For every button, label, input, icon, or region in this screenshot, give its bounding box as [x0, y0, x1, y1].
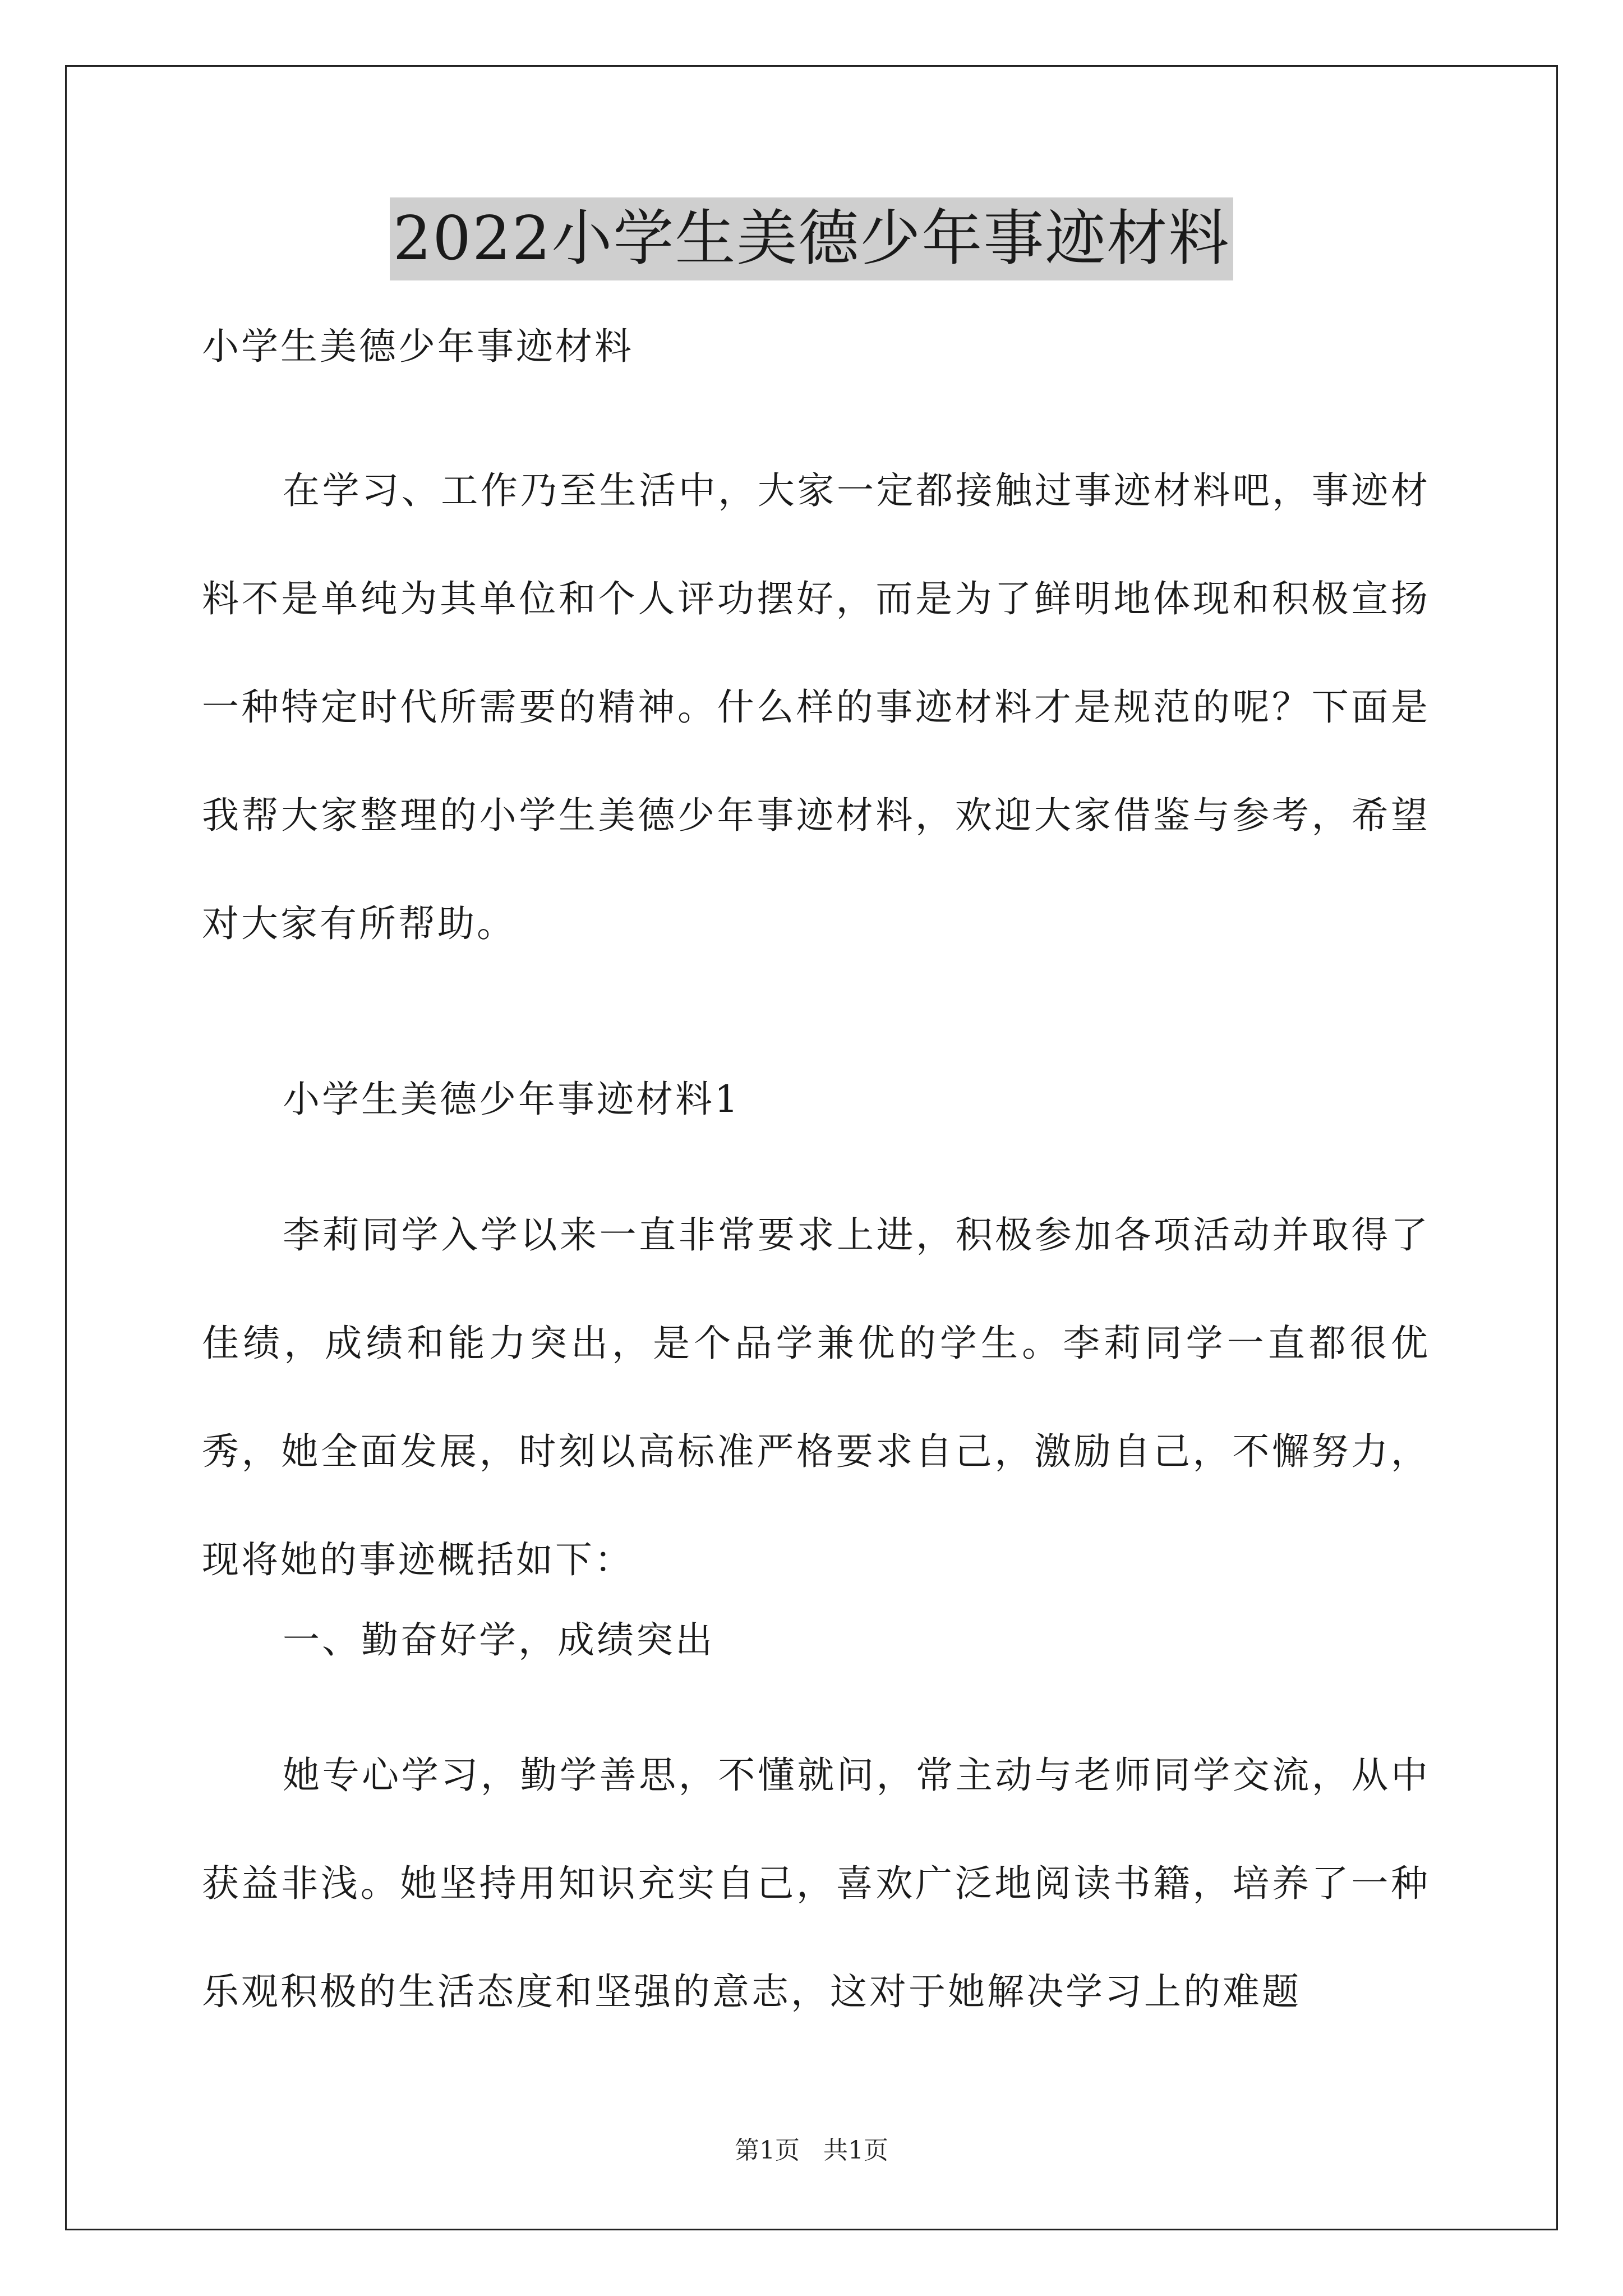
- intro-paragraph: 在学习、工作乃至生活中，大家一定都接触过事迹材料吧，事迹材料不是单纯为其单位和个人评功摆好，而是为了鲜明地体现和积极宣扬一种特定时代所需要的精神。什么样的事迹材料才是规范的呢？下面是我帮大家整理的小学生美德少年事迹材料，欢迎大家借鉴与参考，希望对大家有所帮助。: [202, 469, 1430, 945]
- page-total: 共1页: [823, 2136, 888, 2165]
- document-title: 2022小学生美德少年事迹材料: [390, 197, 1234, 280]
- document-subtitle: 小学生美德少年事迹材料: [202, 325, 634, 368]
- subheading-diligent-study: 一、勤奋好学，成绩突出: [283, 1618, 714, 1662]
- section1-paragraph-2: 她专心学习，勤学善思，不懂就问，常主动与老师同学交流，从中获益非浅。她坚持用知识充实自己，喜欢广泛地阅读书籍，培养了一种乐观积极的生活态度和坚强的意志，这对于她解决学习上的难题: [202, 1754, 1430, 2013]
- page-footer: [0, 2134, 1623, 2168]
- page-number: 第1页: [735, 2136, 800, 2165]
- section1-paragraph-1: 李莉同学入学以来一直非常要求上进，积极参加各项活动并取得了佳绩，成绩和能力突出，是个品学兼优的学生。李莉同学一直都很优秀，她全面发展，时刻以高标准严格要求自己，激励自己，不懈努力，现将她的事迹概括如下：: [202, 1213, 1430, 1581]
- section-heading-1: 小学生美德少年事迹材料1: [283, 1078, 740, 1121]
- title-container: [0, 197, 1623, 280]
